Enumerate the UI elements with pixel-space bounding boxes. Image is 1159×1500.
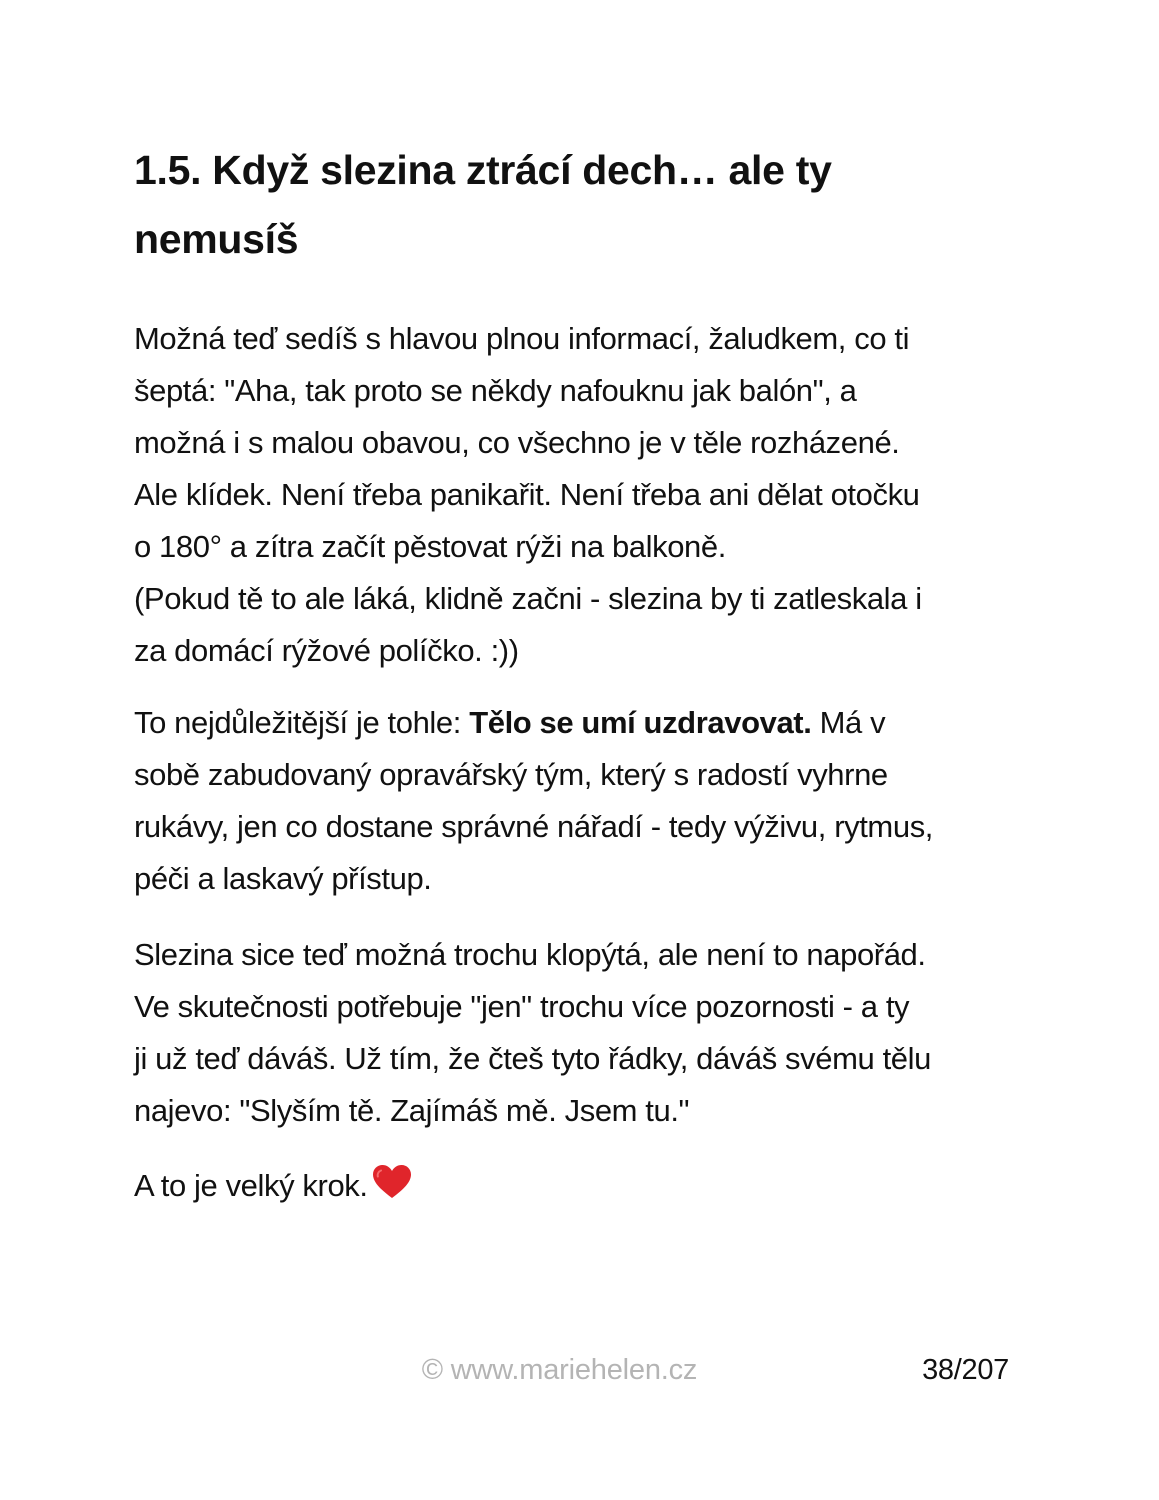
- section-title-line-1: 1.5. Když slezina ztrácí dech… ale ty: [134, 147, 832, 193]
- text-line: rukávy, jen co dostane správné nářadí - tedy výživu, rytmus,: [134, 809, 934, 844]
- text-line: Ve skutečnosti potřebuje "jen" trochu více pozornosti - a ty: [134, 989, 910, 1024]
- page-content: [134, 136, 1034, 1216]
- heart-icon: [372, 1164, 412, 1216]
- text-fragment: Má v: [811, 705, 886, 740]
- text-line: šeptá: "Aha, tak proto se někdy nafouknu jak balón", a: [134, 373, 857, 408]
- paragraph-healing: [134, 697, 1034, 905]
- text-line: Možná teď sedíš s hlavou plnou informací, žaludkem, co ti: [134, 321, 910, 356]
- text-line: Ale klídek. Není třeba panikařit. Není třeba ani dělat otočku: [134, 477, 920, 512]
- paragraph-closing: [134, 1160, 1034, 1216]
- paragraph-spleen: [134, 929, 1034, 1137]
- text-line: za domácí rýžové políčko. :)): [134, 633, 519, 668]
- text-line: [134, 1160, 1034, 1216]
- closing-text: A to je velký krok.: [134, 1168, 368, 1203]
- section-title-line-2: nemusíš: [134, 216, 299, 262]
- section-title: [134, 136, 1034, 274]
- text-line: najevo: "Slyším tě. Zajímáš mě. Jsem tu.": [134, 1093, 690, 1128]
- text-line: sobě zabudovaný opravářský tým, který s radostí vyhrne: [134, 757, 888, 792]
- text-line: ji už teď dáváš. Už tím, že čteš tyto řádky, dáváš svému tělu: [134, 1041, 931, 1076]
- text-line: (Pokud tě to ale láká, klidně začni - slezina by ti zatleskala i: [134, 581, 922, 616]
- paragraph-intro: [134, 313, 1034, 677]
- page-number: 38/207: [922, 1354, 1009, 1386]
- bold-statement: Tělo se umí uzdravovat.: [469, 705, 812, 740]
- text-fragment: To nejdůležitější je tohle:: [134, 705, 470, 740]
- text-line: Slezina sice teď možná trochu klopýtá, ale není to napořád.: [134, 937, 926, 972]
- text-line: o 180° a zítra začít pěstovat rýži na balkoně.: [134, 529, 726, 564]
- text-line: možná i s malou obavou, co všechno je v těle rozházené.: [134, 425, 900, 460]
- text-line: péči a laskavý přístup.: [134, 861, 432, 896]
- footer-website: © www.mariehelen.cz: [421, 1354, 698, 1386]
- text-line: [134, 697, 1034, 749]
